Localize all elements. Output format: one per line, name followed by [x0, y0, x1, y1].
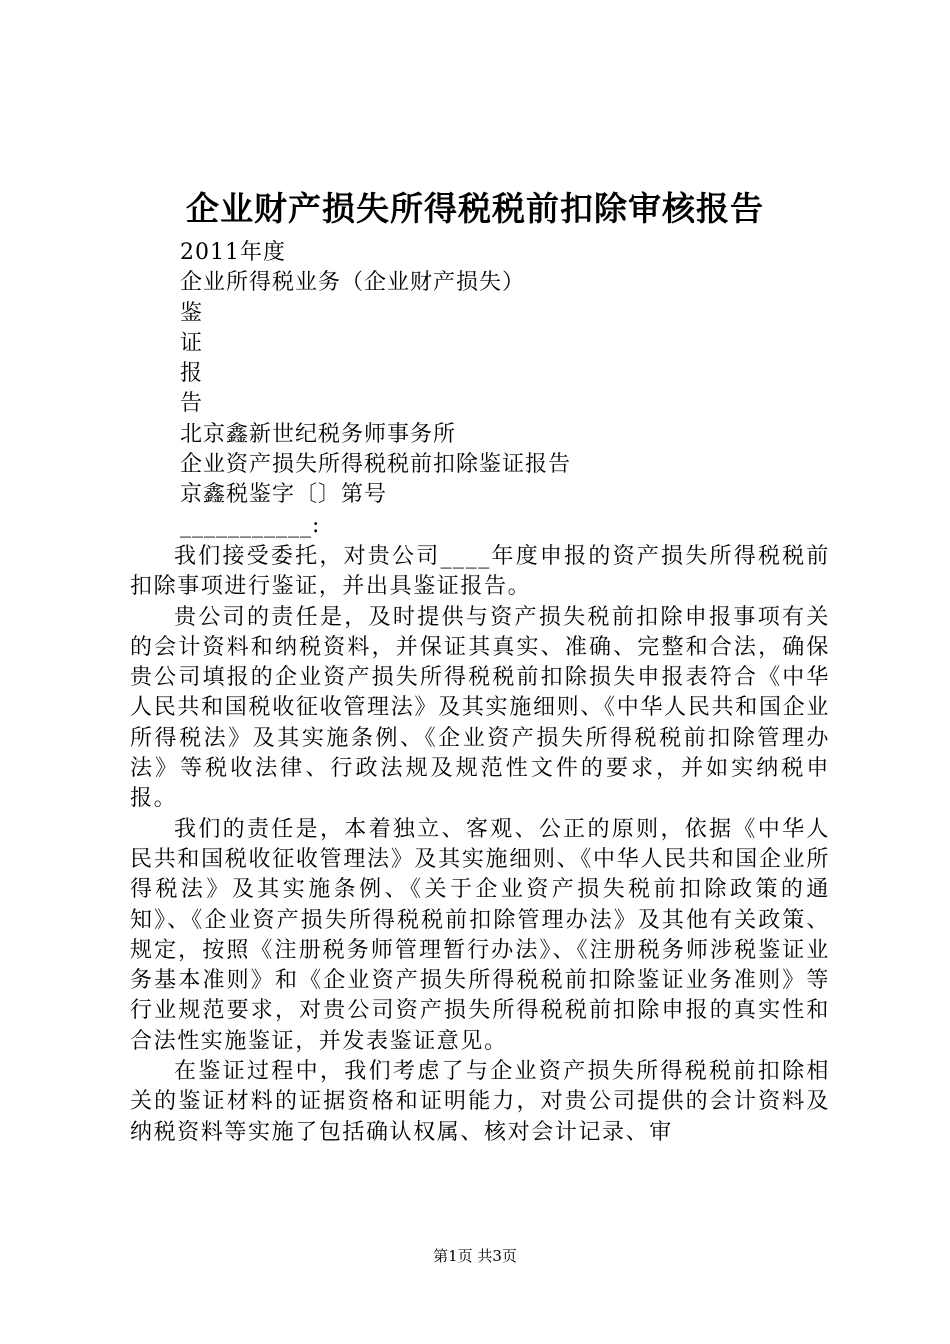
vertical-title-char-3: 报: [180, 361, 204, 387]
document-title: 企业财产损失所得税税前扣除审核报告: [186, 189, 764, 228]
report-header-block: [180, 238, 840, 541]
report-subtitle: 企业资产损失所得税税前扣除鉴证报告: [180, 452, 572, 478]
vertical-title-char-2: 证: [180, 330, 204, 356]
paragraph-engagement: 我们接受委托，对贵公司____年度申报的资产损失所得税税前扣除事项进行鉴证，并出具鉴证报告。: [130, 544, 830, 600]
firm-name: 北京鑫新世纪税务师事务所: [180, 421, 457, 447]
report-number: 京鑫税鉴字〔〕第号: [180, 482, 388, 508]
paragraph-our-responsibility: 我们的责任是，本着独立、客观、公正的原则，依据《中华人民共和国税收征收管理法》及其实施细则、《中华人民共和国企业所得税法》及其实施条例、《关于企业资产损失税前扣除政策的通知》、《企业资产损失所得税税前扣除管理办法》及其他有关政策、规定，按照《注册税务师管理暂行办法》、《注册税务师涉税鉴证业务基本准则》和《企业资产损失所得税税前扣除鉴证业务准则》等行业规范要求，对贵公司资产损失所得税税前扣除申报的真实性和合法性实施鉴证，并发表鉴证意见。: [130, 816, 830, 1054]
paragraph-company-responsibility: 贵公司的责任是，及时提供与资产损失税前扣除申报事项有关的会计资料和纳税资料，并保证其真实、准确、完整和合法，确保贵公司填报的企业资产损失所得税税前扣除损失申报表符合《中华人民共和国税收征收管理法》及其实施细则、《中华人民共和国企业所得税法》及其实施条例、《企业资产损失所得税税前扣除管理办法》等税收法律、行政法规及规范性文件的要求，并如实纳税申报。: [130, 604, 830, 812]
page-footer: 第1页 共3页: [433, 1247, 517, 1265]
business-type: 企业所得税业务（企业财产损失）: [180, 270, 526, 296]
report-year: 2011年度: [180, 240, 286, 265]
addressee-blank: ___________:: [180, 512, 321, 538]
paragraph-verification-process: 在鉴证过程中，我们考虑了与企业资产损失所得税税前扣除相关的鉴证材料的证据资格和证明能力，对贵公司提供的会计资料及纳税资料等实施了包括确认权属、核对会计记录、审: [130, 1059, 830, 1145]
vertical-title-char-4: 告: [180, 391, 204, 417]
report-body: [130, 542, 830, 1148]
vertical-title-char-1: 鉴: [180, 300, 204, 326]
